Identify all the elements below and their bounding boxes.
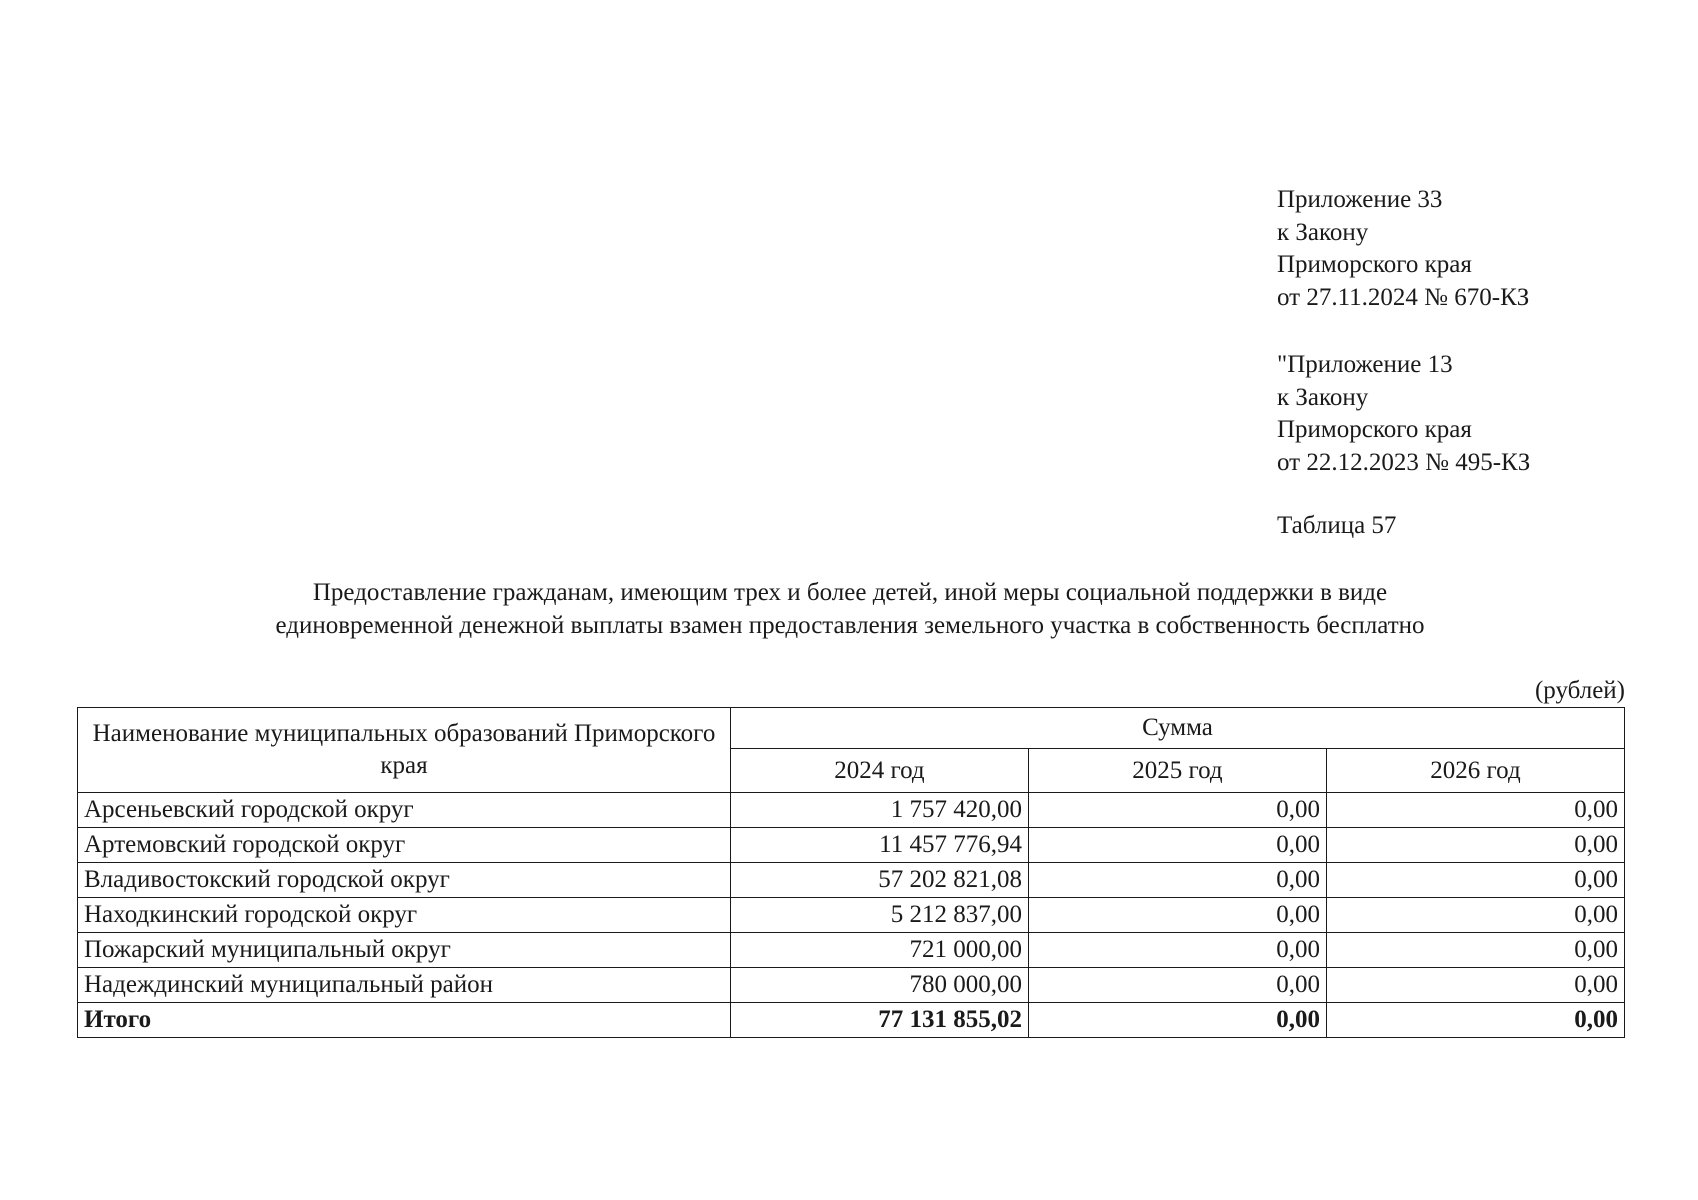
title-line: Предоставление гражданам, имеющим трех и более детей, иной меры социальной поддержки в виде <box>312 579 1388 606</box>
appendix-13-line: от 22.12.2023 № 495-КЗ <box>1277 448 1531 476</box>
amount-2025: 0,00 <box>1028 933 1326 968</box>
year-2025-header: 2025 год <box>1028 749 1326 793</box>
municipality-name: Арсеньевский городской округ <box>78 793 731 828</box>
amount-2024: 5 212 837,00 <box>730 898 1028 933</box>
appendix-13-line: Приморского края <box>1277 416 1472 443</box>
appendix-33-block <box>1277 184 1529 314</box>
municipality-name: Пожарский муниципальный округ <box>78 933 731 968</box>
table-row <box>78 898 1625 933</box>
total-2025: 0,00 <box>1028 1003 1326 1038</box>
table-row <box>78 863 1625 898</box>
sum-column-header: Сумма <box>730 708 1624 749</box>
document-title <box>150 576 1550 642</box>
amount-2026: 0,00 <box>1326 863 1624 898</box>
total-row <box>78 1003 1625 1038</box>
total-2024: 77 131 855,02 <box>730 1003 1028 1038</box>
amount-2024: 57 202 821,08 <box>730 863 1028 898</box>
amount-2026: 0,00 <box>1326 828 1624 863</box>
appendix-33-line: Приморского края <box>1277 251 1472 278</box>
amount-2025: 0,00 <box>1028 828 1326 863</box>
municipality-name: Надеждинский муниципальный район <box>78 968 731 1003</box>
municipality-name: Находкинский городской округ <box>78 898 731 933</box>
total-2026: 0,00 <box>1326 1003 1624 1038</box>
table-row <box>78 933 1625 968</box>
amount-2025: 0,00 <box>1028 898 1326 933</box>
table-number: Таблица 57 <box>1277 512 1397 539</box>
payments-table <box>77 707 1625 1038</box>
appendix-33-line: Приложение 33 <box>1277 186 1443 213</box>
table-row <box>78 968 1625 1003</box>
amount-2025: 0,00 <box>1028 968 1326 1003</box>
table-row <box>78 793 1625 828</box>
amount-2026: 0,00 <box>1326 968 1624 1003</box>
amount-2026: 0,00 <box>1326 933 1624 968</box>
appendix-33-line: к Закону <box>1277 218 1369 246</box>
amount-2026: 0,00 <box>1326 898 1624 933</box>
table-row <box>78 828 1625 863</box>
amount-2024: 11 457 776,94 <box>730 828 1028 863</box>
title-line: единовременной денежной выплаты взамен предоставления земельного участка в собственность бесплатно <box>275 612 1425 639</box>
total-label: Итого <box>78 1003 731 1038</box>
year-2026-header: 2026 год <box>1326 749 1624 793</box>
appendix-13-line: к Закону <box>1277 383 1369 411</box>
municipality-name: Владивостокский городской округ <box>78 863 731 898</box>
appendix-13-line: "Приложение 13 <box>1277 351 1453 378</box>
year-2024-header: 2024 год <box>730 749 1028 793</box>
amount-2024: 780 000,00 <box>730 968 1028 1003</box>
amount-2025: 0,00 <box>1028 793 1326 828</box>
amount-2024: 1 757 420,00 <box>730 793 1028 828</box>
units-note: (рублей) <box>1534 677 1625 704</box>
amount-2024: 721 000,00 <box>730 933 1028 968</box>
appendix-33-line: от 27.11.2024 № 670-КЗ <box>1277 283 1530 311</box>
amount-2025: 0,00 <box>1028 863 1326 898</box>
municipality-column-header: Наименование муниципальных образований Приморского края <box>78 708 731 793</box>
appendix-13-block <box>1277 349 1530 479</box>
municipality-name: Артемовский городской округ <box>78 828 731 863</box>
amount-2026: 0,00 <box>1326 793 1624 828</box>
